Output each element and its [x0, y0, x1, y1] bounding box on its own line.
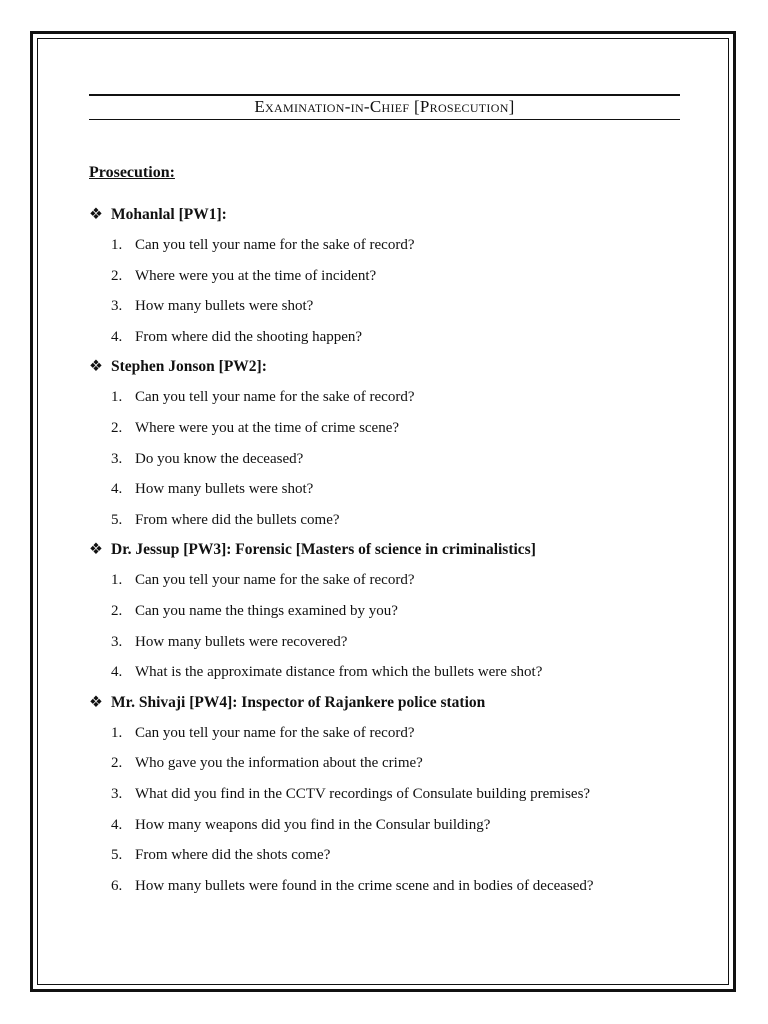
page-title: Examination-in-Chief [Prosecution]: [254, 97, 515, 116]
diamond-bullet-icon: ❖: [89, 358, 103, 376]
witness-heading: [89, 352, 689, 382]
question-number: 4.: [111, 481, 123, 498]
question-number: 4.: [111, 816, 123, 833]
question-text: Do you know the deceased?: [135, 450, 304, 467]
question-item: [89, 261, 689, 292]
question-text: Can you tell your name for the sake of record?: [135, 237, 415, 253]
question-item: [89, 657, 689, 688]
witness-name: Dr. Jessup [PW3]: Forensic [Masters of science in criminalistics]: [111, 541, 536, 559]
question-text: How many bullets were shot?: [135, 298, 314, 315]
question-item: [89, 718, 689, 749]
question-text: Where were you at the time of incident?: [135, 267, 377, 284]
question-text: Can you tell your name for the sake of record?: [135, 572, 415, 589]
diamond-bullet-icon: ❖: [89, 541, 103, 559]
question-item: [89, 810, 689, 841]
question-item: [89, 627, 689, 658]
question-number: 1.: [111, 724, 123, 741]
question-item: [89, 871, 689, 902]
question-item: [89, 382, 689, 413]
question-number: 6.: [111, 877, 123, 894]
question-item: [89, 291, 689, 322]
title-rule-bottom: [89, 119, 680, 120]
question-number: 2.: [111, 755, 123, 772]
question-item: [89, 565, 689, 596]
question-text: How many bullets were recovered?: [135, 633, 348, 650]
witness-heading: [89, 688, 689, 718]
question-item: [89, 413, 689, 444]
question-number: 5.: [111, 511, 123, 528]
document-body: [89, 160, 689, 901]
question-number: 3.: [111, 785, 123, 802]
question-text: From where did the shots come?: [135, 847, 331, 864]
question-text: What is the approximate distance from which the bullets were shot?: [135, 664, 543, 681]
question-item: [89, 840, 689, 871]
question-text: Can you tell your name for the sake of record?: [135, 724, 415, 741]
question-number: 1.: [111, 237, 123, 253]
question-text: What did you find in the CCTV recordings of Consulate building premises?: [135, 785, 591, 802]
question-number: 1.: [111, 572, 123, 589]
diamond-bullet-icon: ❖: [89, 206, 103, 223]
question-number: 2.: [111, 419, 123, 436]
witness-heading: [89, 535, 689, 565]
question-item: [89, 474, 689, 505]
witness-name: Mohanlal [PW1]:: [111, 206, 227, 223]
question-number: 3.: [111, 298, 123, 315]
question-item: [89, 748, 689, 779]
question-text: How many bullets were shot?: [135, 481, 314, 498]
section-heading: Prosecution:: [89, 164, 175, 181]
question-number: 2.: [111, 267, 123, 284]
question-item: [89, 779, 689, 810]
question-number: 3.: [111, 450, 123, 467]
question-text: From where did the bullets come?: [135, 511, 340, 528]
question-text: Can you tell your name for the sake of record?: [135, 389, 415, 406]
question-text: From where did the shooting happen?: [135, 328, 363, 345]
question-text: Where were you at the time of crime scene?: [135, 419, 400, 436]
witness-name: Mr. Shivaji [PW4]: Inspector of Rajankere police station: [111, 693, 486, 711]
witness-name: Stephen Jonson [PW2]:: [111, 358, 267, 376]
question-item: [89, 596, 689, 627]
question-number: 5.: [111, 847, 123, 864]
question-number: 4.: [111, 328, 123, 345]
question-text: How many weapons did you find in the Consular building?: [135, 816, 491, 833]
question-text: How many bullets were found in the crime scene and in bodies of deceased?: [135, 877, 594, 894]
question-item: [89, 505, 689, 536]
diamond-bullet-icon: ❖: [89, 693, 103, 711]
question-number: 3.: [111, 633, 123, 650]
question-item: [89, 444, 689, 475]
witness-heading: [89, 200, 689, 230]
question-number: 4.: [111, 664, 123, 681]
question-number: 1.: [111, 389, 123, 406]
question-item: [89, 230, 689, 261]
question-number: 2.: [111, 602, 123, 619]
question-item: [89, 322, 689, 353]
question-text: Who gave you the information about the crime?: [135, 755, 423, 772]
question-text: Can you name the things examined by you?: [135, 602, 398, 619]
